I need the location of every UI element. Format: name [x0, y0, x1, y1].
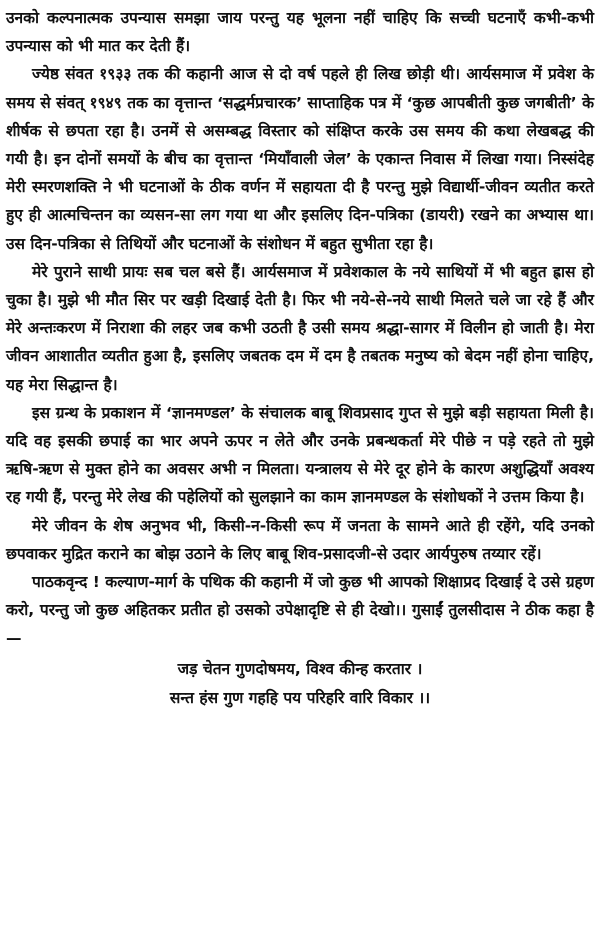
paragraph-4: इस ग्रन्थ के प्रकाशन में ‘ज्ञानमण्डल’ के संचालक बाबू शिवप्रसाद गुप्त से मुझे बड़ी सहायता मिली है। यदि वह इसकी छपाई का भार अपने ऊपर न लेते और उनके प्रबन्धकर्ता मेरे पीछे न पड़े रहते तो मुझे ऋषि-ऋण से मुक्त होने का अवसर अभी न मिलता। यन्त्रालय से मेरे दूर होने के कारण अशुद्धियाँ अवश्य रह गयी हैं, परन्तु मेरे लेख की पहेलियों को सुलझाने का काम ज्ञानमण्डल के संशोधकों ने उत्तम किया है।: [6, 403, 594, 507]
tulsidas-couplet: [6, 655, 594, 713]
paragraph-5: मेरे जीवन के शेष अनुभव भी, किसी-न-किसी रूप में जनता के सामने आते ही रहेंगे, यदि उनको छपवाकर मुद्रित कराने का बोझ उठाने के लिए बाबू शिव-प्रसादजी-से उदार आर्यपुरुष तय्यार रहें।: [6, 516, 594, 563]
paragraph-2: ज्येष्ठ संवत १९३३ तक की कहानी आज से दो वर्ष पहले ही लिख छोड़ी थी। आर्यसमाज में प्रवेश के समय से संवत् १९४९ तक का वृत्तान्त ‘सद्धर्मप्रचारक’ साप्ताहिक पत्र में ‘कुछ आपबीती कुछ जगबीती’ के शीर्षक से छपता रहा है। उनमें से असम्बद्ध विस्तार को संक्षिप्त करके उस समय की कथा लेखबद्ध की गयी है। इन दोनों समयों के बीच का वृत्तान्त ‘मियाँवाली जेल’ के एकान्त निवास में लिखा गया। निस्संदेह मेरी स्मरणशक्ति ने भी घटनाओं के ठीक वर्णन में सहायता दी है परन्तु मुझे विद्यार्थी-जीवन व्यतीत करते हुए ही आत्मचिन्तन का व्यसन-सा लग गया था और इसलिए दिन-पत्रिका (डायरी) रखने का अभ्यास था। उस दिन-पत्रिका से तिथियों और घटनाओं के संशोधन में बहुत सुभीता रहा है।: [6, 65, 594, 253]
couplet-line-1: जड़ चेतन गुणदोषमय, विश्व कीन्ह करतार ।: [177, 659, 423, 678]
paragraph-1: उनको कल्पनात्मक उपन्यास समझा जाय परन्तु यह भूलना नहीं चाहिए कि सच्ची घटनाएँ कभी-कभी उपन्यास को भी मात कर देती हैं।: [6, 9, 594, 56]
paragraph-3: मेरे पुराने साथी प्रायः सब चल बसे हैं। आर्यसमाज में प्रवेशकाल के नये साथियों में भी बहुत ह्रास हो चुका है। मुझे भी मौत सिर पर खड़ी दिखाई देती है। फिर भी नये-से-नये साथी मिलते चले जा रहे हैं और मेरे अन्तःकरण में निराशा की लहर जब कभी उठती है उसी समय श्रद्धा-सागर में विलीन हो जाती है। मेरा जीवन आशातीत व्यतीत हुआ है, इसलिए जबतक दम में दम है तबतक मनुष्य को बेदम नहीं होना चाहिए, यह मेरा सिद्धान्त है।: [6, 262, 594, 394]
couplet-line-2: सन्त हंस गुण गहहि पय परिहरि वारि विकार ।।: [169, 688, 431, 707]
paragraph-6: पाठकवृन्द ! कल्याण-मार्ग के पथिक की कहानी में जो कुछ भी आपको शिक्षाप्रद दिखाई दे उसे ग्रहण करो, परन्तु जो कुछ अहितकर प्रतीत हो उसको उपेक्षादृष्टि से ही देखो।। गुसाईं तुलसीदास ने ठीक कहा है—: [6, 573, 594, 648]
